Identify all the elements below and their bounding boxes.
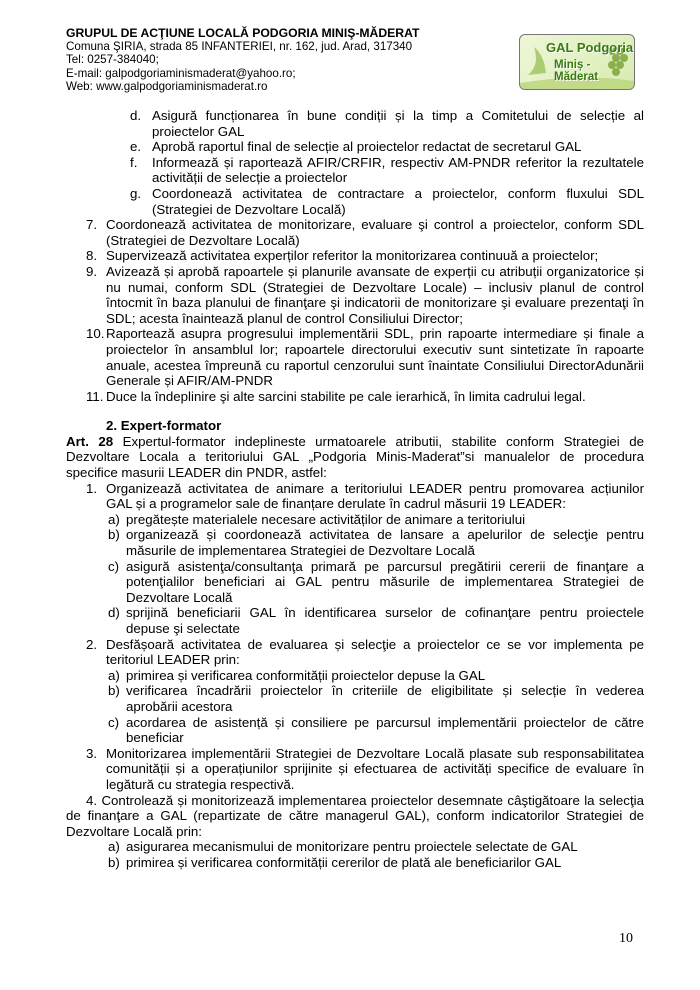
list-item-text: sprijină beneficiarii GAL în identificarea surselor de cofinanţare pentru proiectele depuse şi selectate [126, 605, 644, 636]
letterhead [66, 26, 506, 93]
list-item-text: Coordonează activitatea de contractare a proiectelor, conform fluxului SDL (Strategiei de Dezvoltare Locală) [152, 185, 644, 217]
list-item-text: pregătește materialele necesare activităților de animare a teritoriului [126, 511, 526, 527]
list-marker: 10. [86, 326, 105, 342]
list-marker: c) [108, 714, 120, 730]
website-line: Web: www.galpodgoriaminismaderat.ro [66, 79, 268, 93]
list-marker: a) [108, 667, 120, 683]
sub-list-item [66, 527, 644, 558]
list-item [66, 481, 644, 512]
sub-list-item [66, 155, 644, 186]
logo-subtitle: Miniș - Măderat [554, 59, 599, 83]
sub-list-item [66, 855, 644, 871]
list-item-text: Coordonează activitatea de monitorizare, evaluare şi control a proiectelor, conform SDL (Strategiei de Dezvoltare Locală) [106, 217, 644, 248]
sub-list-item [66, 715, 644, 746]
list-marker: c) [108, 558, 120, 574]
list-marker: a) [108, 511, 120, 527]
section-title: 2. Expert-formator [106, 418, 222, 434]
sub-list-top [66, 108, 644, 217]
list-item [66, 217, 644, 248]
list-item [66, 326, 644, 388]
address-line: Comuna ŞIRIA, strada 85 INFANTERIEI, nr. 162, jud. Arad, 317340 [66, 40, 413, 53]
list-marker: b) [108, 683, 120, 699]
list-item-text: primirea și verificarea conformității proiectelor depuse la GAL [126, 667, 486, 683]
email-line: E-mail: galpodgoriaminismaderat@yahoo.ro; [66, 66, 296, 80]
list-item-text: Organizează activitatea de animare a teritoriului LEADER pentru promovarea acțiunilor GAL și a programelor sale de finanțare derulate în cadrul măsurii 19 LEADER: [106, 480, 644, 512]
list-marker: a) [108, 839, 120, 855]
list-marker: 1. [86, 480, 98, 496]
list-item [66, 637, 644, 668]
item-4: 4. Controlează și monitorizează implementarea proiectelor desemnate câştigătoare la selecţia de finanţare a GAL (repartizate de către managerul GAL), conform indicatorilor Strategiei de Dezvoltare Locală prin: [66, 792, 644, 839]
list-item-text: Informează și raportează AFIR/CRFIR, respectiv AM-PNDR referitor la rezultatele activității de selecție a proiectelor [152, 154, 644, 186]
article-label: Art. 28 [66, 433, 114, 449]
list-item-text: acordarea de asistență și consiliere pe parcursul implementării proiectelor de către beneficiar [126, 714, 644, 746]
item-4-sub-list [66, 839, 644, 870]
list-item-text: Supervizează activitatea experților referitor la monitorizarea continuuă a proiectelor; [106, 248, 599, 264]
article-28 [66, 434, 644, 481]
page-number: 10 [619, 931, 633, 946]
list-marker: 3. [86, 745, 98, 761]
list-marker: d. [130, 108, 142, 123]
list-marker: 2. [86, 636, 98, 652]
list-marker: 9. [86, 263, 98, 279]
sub-list-item [66, 559, 644, 606]
sub-list-item [66, 186, 644, 217]
list-item [66, 264, 644, 326]
list-marker: 7. [86, 217, 98, 233]
sub-list-item [66, 683, 644, 714]
list-marker: f. [130, 154, 138, 170]
sub-list-item [66, 668, 644, 684]
numbered-list-bottom [66, 481, 644, 793]
list-item-text: Monitorizarea implementării Strategiei de Dezvoltare Locală plasate sub responsabilitatea comunității și a operațiunilor sprijinite și efectuarea de activități specifice de evaluare în legătură cu strategia respectivă. [106, 745, 644, 792]
logo-title: GAL Podgoria [546, 40, 634, 55]
article-text: Expertul-formator indeplineste urmatoarele atributii, stabilite conform Strategiei de Dezvoltare Locala a teritoriului GAL „Podgoria Minis-Maderat”si manualelor de procedura specifice masurii LEADER din PNDR, astfel: [66, 433, 644, 481]
list-item [66, 746, 644, 793]
sub-list-item [66, 839, 644, 855]
list-marker: d) [108, 605, 120, 621]
list-item-text: Raportează asupra progresului implementării SDL, prin rapoarte intermediare și finale a proiectelor în ansamblul lor; rapoartele directorului executiv sunt sintetizate în rapoarte anuale, acestea împreună cu raportul cenzorului sunt înaintate Consiliului DirectorAdunării Generale și AFIR/AM-PNDR [106, 326, 644, 389]
phone-line: Tel: 0257-384040; [66, 53, 159, 67]
list-item-text: asigură asistenţa/consultanţa primară pe parcursul pregătirii cererii de finanţare a potenţialilor beneficiari ai GAL pentru măsurile de implementarea Strategiei de Dezvoltare Locală [126, 558, 644, 605]
gal-logo [519, 34, 635, 90]
list-item [66, 389, 644, 405]
document-body [66, 108, 644, 871]
sub-list-item [66, 139, 644, 155]
list-item-text: Duce la îndeplinire şi alte sarcini stabilite pe cale ierarhică, în limita cadrului legal. [106, 388, 586, 404]
list-item-text: asigurarea mecanismului de monitorizare pentru proiectele selectate de GAL [126, 839, 578, 855]
list-item-text: verificarea încadrării proiectelor în criteriile de eligibilitate și selecție în vederea aprobării acestora [126, 683, 644, 714]
list-marker: e. [130, 139, 142, 155]
list-marker: b) [108, 527, 120, 543]
list-marker: g. [130, 185, 142, 201]
list-marker: 8. [86, 248, 98, 264]
list-item-text: Asigură funcționarea în bune condiții și la timp a Comitetului de selecție al proiectelor GAL [152, 108, 644, 139]
sub-list-item [66, 605, 644, 636]
sub-list-item [66, 512, 644, 528]
organization-name: GRUPUL DE ACŢIUNE LOCALĂ PODGORIA MINIŞ-MĂDERAT [66, 26, 420, 40]
numbered-list-top [66, 217, 644, 404]
list-item-text: Avizează și aprobă rapoartele și planurile avansate de experții cu atribuții organizatorice și nu numai, conform SDL (Strategiei de Dezvoltare Locale) – inclusiv planul de control întocmit în baza planului de finanţare şi indicatorii de monitorizare şi evaluare prezentaţi în SDL; acesta înaintează planul de control Consiliului Director; [106, 263, 644, 326]
list-item-text: organizează și coordonează activitatea de lansare a apelurilor de selecţie pentru măsurile de implementarea Strategiei de Dezvoltare Locală [126, 527, 644, 559]
list-item-text: Aprobă raportul final de selecție al proiectelor redactat de secretarul GAL [152, 139, 582, 155]
list-item-text: Desfășoară activitatea de evaluarea și selecţie a proiectelor ce se vor implementa pe teritoriul LEADER prin: [106, 636, 644, 668]
list-marker: b) [108, 854, 120, 870]
list-marker: 11. [86, 388, 104, 404]
list-item-text: primirea și verificarea conformității cererilor de plată ale beneficiarilor GAL [126, 854, 562, 870]
list-item [66, 248, 644, 264]
sub-list-item [66, 108, 644, 139]
